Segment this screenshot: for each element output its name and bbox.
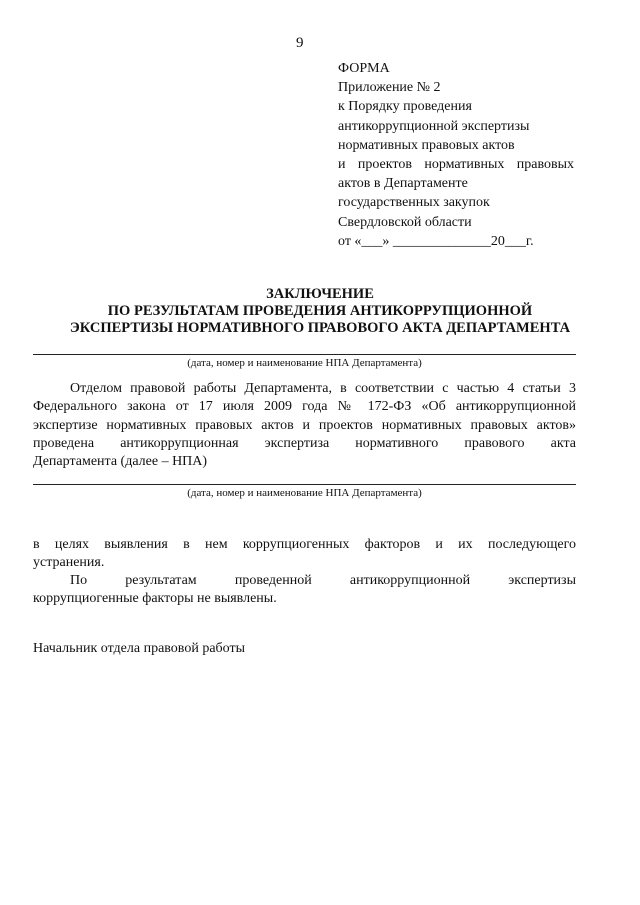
appendix-line: Приложение № 2 — [338, 80, 441, 96]
paragraph-purpose — [33, 536, 576, 573]
paragraph-line: проведена антикоррупционная экспертиза нормативного правового акта — [33, 435, 576, 451]
paragraph-result — [33, 572, 576, 609]
title-line: ЭКСПЕРТИЗЫ НОРМАТИВНОГО ПРАВОВОГО АКТА ДЕПАРТАМЕНТА — [69, 320, 571, 336]
paragraph-line: Федерального закона от 17 июля 2009 года № 172-ФЗ «Об антикоррупционной — [33, 399, 576, 415]
appendix-line: нормативных правовых актов — [338, 137, 515, 153]
title-line: ЗАКЛЮЧЕНИЕ — [266, 286, 374, 302]
paragraph-line: устранения. — [33, 555, 105, 571]
paragraph-line: в целях выявления в нем коррупциогенных факторов и их последующего — [33, 537, 576, 552]
fill-in-line — [33, 484, 576, 485]
appendix-line: государственных закупок — [338, 195, 490, 211]
paragraph-line: экспертизе нормативных правовых актов и проектов нормативных правовых актов» — [33, 417, 576, 433]
form-label: ФОРМА — [338, 61, 390, 76]
field-caption: (дата, номер и наименование НПА Департамента) — [187, 487, 422, 499]
field-caption: (дата, номер и наименование НПА Департамента) — [187, 357, 422, 369]
approval-date-line: от «___» ______________20___г. — [338, 234, 534, 249]
paragraph-line: Департамента (далее – НПА) — [33, 454, 208, 470]
appendix-line: и проектов нормативных правовых — [338, 157, 574, 173]
appendix-block — [338, 59, 588, 232]
document-title — [20, 286, 620, 337]
paragraph-expertise — [33, 380, 576, 471]
appendix-line: к Порядку проведения — [338, 99, 472, 115]
appendix-line: актов в Департаменте — [338, 176, 468, 192]
page-number: 9 — [296, 35, 304, 51]
appendix-line: антикоррупционной экспертизы — [338, 118, 530, 134]
fill-in-line — [33, 354, 576, 355]
signature-title: Начальник отдела правовой работы — [33, 641, 245, 656]
paragraph-line: Отделом правовой работы Департамента, в соответствии с частью 4 статьи 3 — [70, 381, 576, 396]
paragraph-line: По результатам проведенной антикоррупционной экспертизы — [70, 573, 576, 588]
appendix-line: Свердловской области — [338, 214, 472, 230]
paragraph-line: коррупциогенные факторы не выявлены. — [33, 591, 277, 607]
title-line: ПО РЕЗУЛЬТАТАМ ПРОВЕДЕНИЯ АНТИКОРРУПЦИОННОЙ — [107, 303, 533, 319]
